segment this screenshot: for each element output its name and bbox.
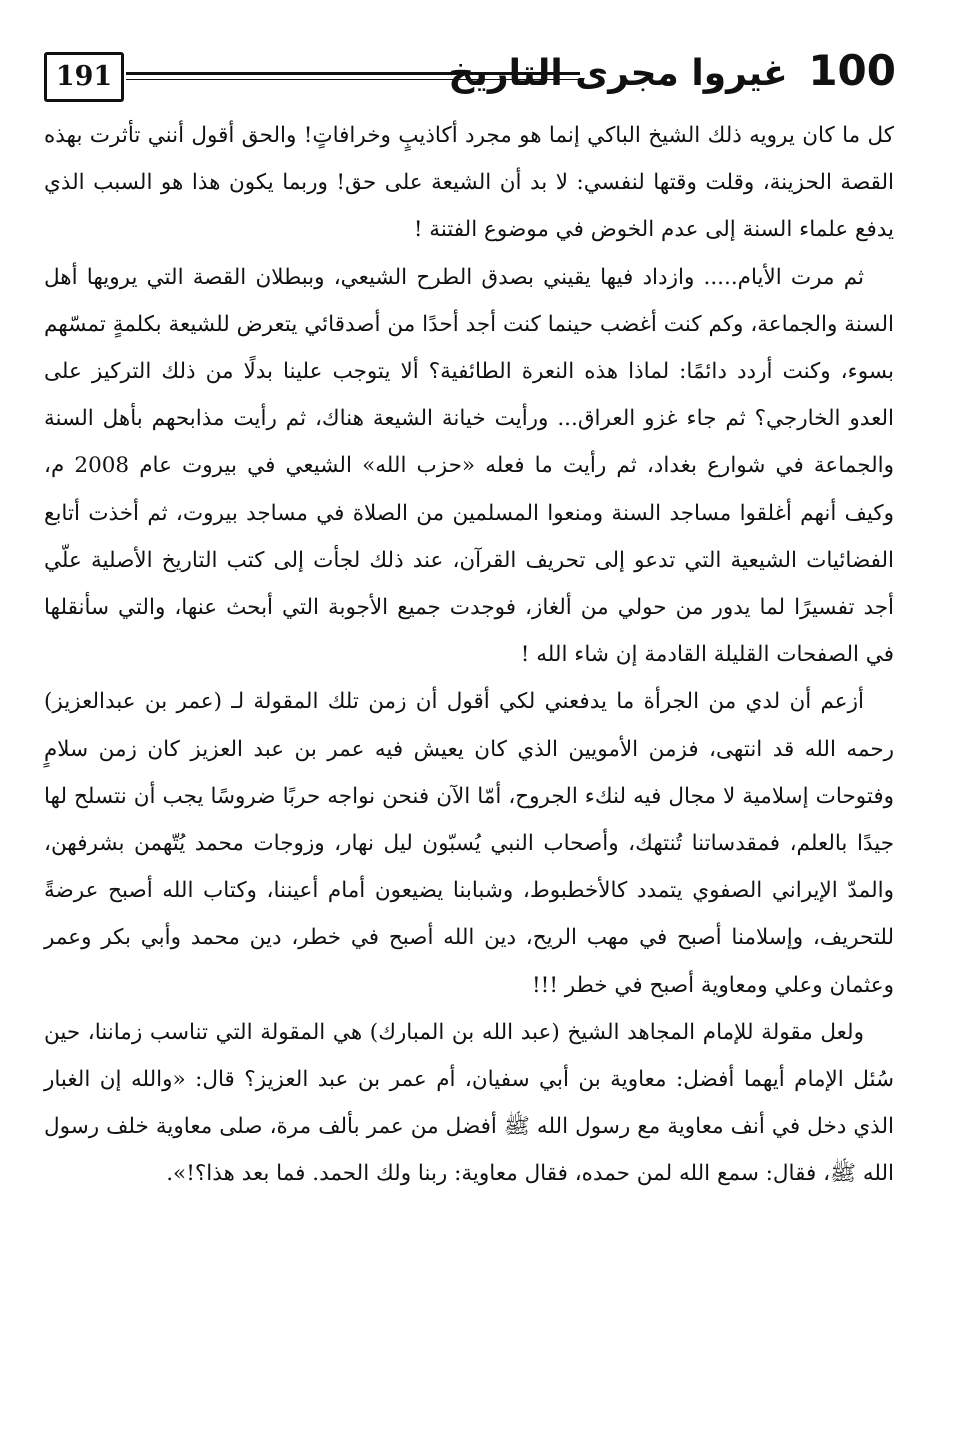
body-text — [44, 112, 894, 1198]
header-rule-thin — [126, 79, 580, 80]
paragraph: ولعل مقولة للإمام المجاهد الشيخ (عبد الله بن المبارك) هي المقولة التي تناسب زماننا، حين سُئل الإمام أيهما أفضل: معاوية بن أبي سفيان، أم عمر بن عبد العزيز؟ قال: «والله إن الغبار الذي دخل في أنف معاوية مع رسول الله ﷺ أفضل من عمر بألف مرة، صلى معاوية خلف رسول الله ﷺ، فقال: سمع الله لمن حمده، فقال معاوية: ربنا ولك الحمد. فما بعد هذا؟!». — [44, 1019, 894, 1187]
page-number: 191 — [44, 52, 124, 102]
paragraph: أزعم أن لدي من الجرأة ما يدفعني لكي أقول أن زمن تلك المقولة لـ (عمر بن عبدالعزيز) رحمه الله قد انتهى، فزمن الأمويين الذي كان يعيش فيه عمر بن عبد العزيز كان زمن سلامٍ وفتوحات إسلامية لا مجال فيه لنكء الجروح، أمّا الآن فنحن نواجه حربًا ضروسًا يجب أن نتسلح لها جيدًا بالعلم، فمقدساتنا تُنتهك، وأصحاب النبي يُسبّون ليل نهار، وزوجات محمد يُتّهمن بشرفهن، والمدّ الإيراني الصفوي يتمدد كالأخطبوط، وشبابنا يضيعون أمام أعيننا، وكتاب الله أصبح عرضةً للتحريف، وإسلامنا أصبح في مهب الريح، دين الله أصبح في خطر، دين محمد وأبي بكر وعمر وعثمان وعلي ومعاوية أصبح في خطر !!! — [44, 689, 894, 998]
paragraph: ثم مرت الأيام..... وازداد فيها يقيني بصدق الطرح الشيعي، وببطلان القصة التي يرويها أهل السنة والجماعة، وكم كنت أغضب حينما كنت أجد أحدًا من أصدقائي يتعرض للشيعة بكلمةٍ تمسّهم بسوء، وكنت أردد دائمًا: لماذا هذه النعرة الطائفية؟ ألا يتوجب علينا بدلًا من ذلك التركيز على العدو الخارجي؟ ثم جاء غزو العراق... ورأيت خيانة الشيعة هناك، ثم رأيت مذابحهم بأهل السنة والجماعة في شوارع بغداد، ثم رأيت ما فعله «حزب الله» الشيعي في بيروت عام 2008 م، وكيف أنهم أغلقوا مساجد السنة ومنعوا المسلمين من الصلاة في مساجد بيروت، ثم أخذت أتابع الفضائيات الشيعية التي تدعو إلى تحريف القرآن، عند ذلك لجأت إلى كتب التاريخ الأصلية علّي أجد تفسيرًا لما يدور من حولي من ألغاز، فوجدت جميع الأجوبة التي أبحث عنها، والتي سأنقلها في الصفحات القليلة القادمة إن شاء الله ! — [44, 264, 894, 668]
book-number: 100 — [808, 46, 896, 95]
book-title-text: غيروا مجرى التاريخ — [448, 53, 788, 94]
header-rule — [126, 72, 580, 75]
paragraph: كل ما كان يرويه ذلك الشيخ الباكي إنما هو مجرد أكاذيبٍ وخرافاتٍ! والحق أقول أنني تأثرت بهذه القصة الحزينة، وقلت وقتها لنفسي: لا بد أن الشيعة على حق! وربما يكون هذا هو السبب الذي يدفع علماء السنة إلى عدم الخوض في موضوع الفتنة ! — [44, 123, 894, 243]
running-header — [44, 38, 896, 104]
book-title — [448, 38, 896, 104]
